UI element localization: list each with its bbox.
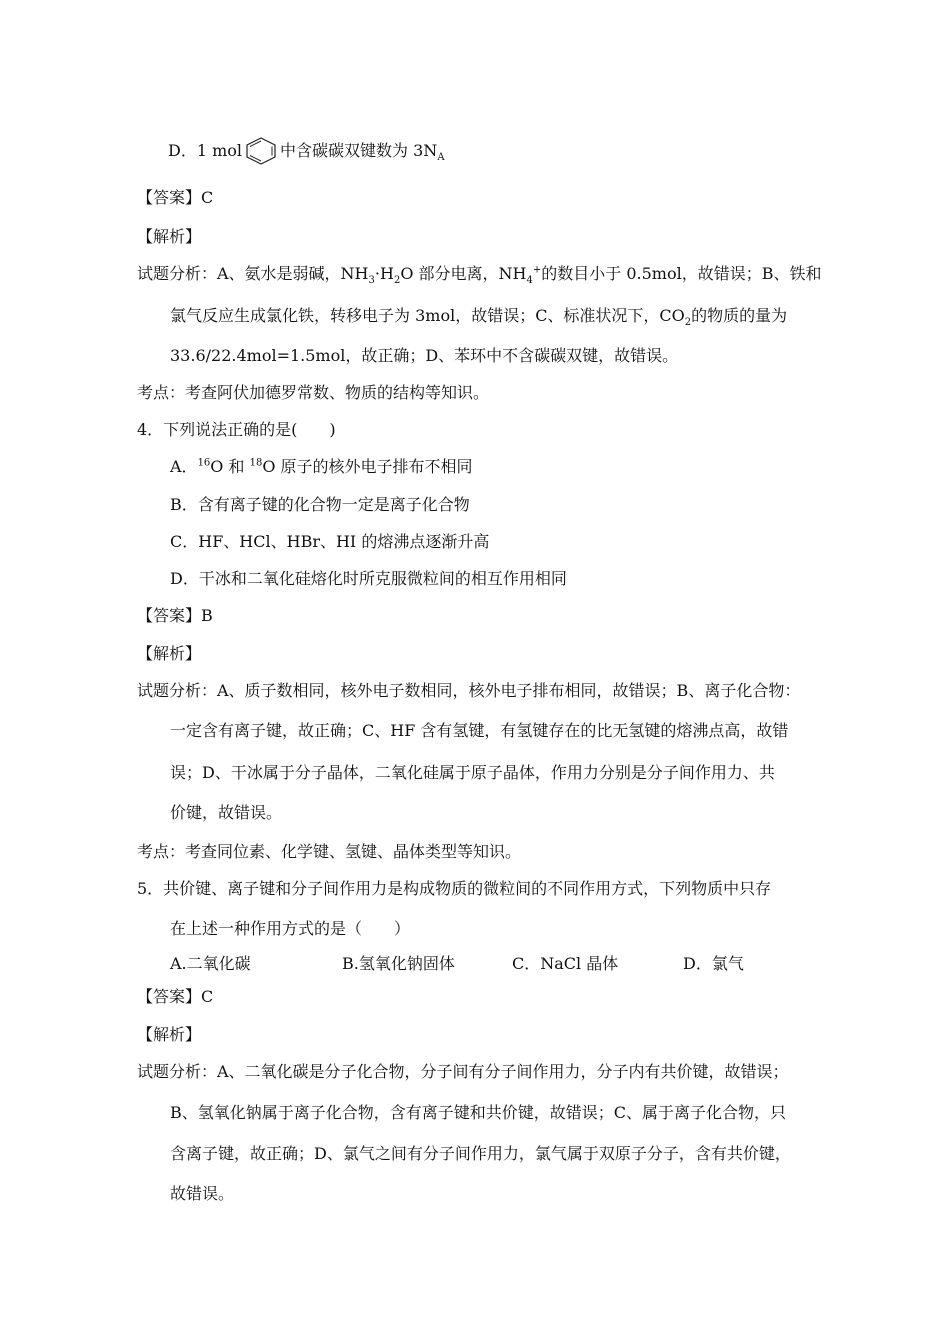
q3-kaodian: 考点：考查阿伏加德罗常数、物质的结构等知识。 (137, 383, 490, 402)
q4-kaodian: 考点：考查同位素、化学键、氢键、晶体类型等知识。 (137, 842, 522, 861)
q3-analysis-line-2: 氯气反应生成氯化铁，转移电子为 3mol，故错误；C、标准状况下，$CO_2$的物质的量为 (170, 306, 788, 329)
q3-analysis-line-3: 33.6/22.4mol=1.5mol，故正确；D、苯环中不含碳碳双键，故错误。 (170, 346, 679, 365)
q4-option-b: B．含有离子键的化合物一定是离子化合物 (170, 495, 470, 514)
q3-analysis-title: 【解析】 (137, 227, 202, 246)
q5-option-a: A.二氧化碳 (170, 954, 251, 973)
q4-analysis-line-4: 价键，故错误。 (170, 803, 283, 822)
q4-analysis-line-1: 试题分析：A、质子数相同，核外电子数相同，核外电子排布相同，故错误；B、离子化合物： (137, 681, 801, 700)
q3-answer: 【答案】C (137, 188, 214, 207)
q4-analysis-title: 【解析】 (137, 644, 202, 663)
q5-analysis-line-3: 含离子键，故正确；D、氯气之间有分子间作用力，氯气属于双原子分子，含有共价键， (170, 1144, 791, 1163)
q5-stem-line-2: 在上述一种作用方式的是（ ） (170, 919, 411, 938)
q4-option-a: A．$^{16}$O 和 $^{18}$O 原子的核外电子排布不相同 (170, 457, 473, 476)
q5-answer: 【答案】C (137, 987, 214, 1006)
q3-option-d-suffix: 中含碳碳双键数为 3N (280, 141, 438, 160)
q4-analysis-line-2: 一定含有离子键，故正确；C、HF 含有氢键，有氢键存在的比无氢键的熔沸点高，故错 (170, 721, 789, 740)
q5-analysis-line-1: 试题分析：A、二氧化碳是分子化合物，分子间有分子间作用力，分子内有共价键，故错误； (137, 1062, 789, 1081)
q3-option-d-subscript: A (437, 152, 445, 164)
q3-option-d (168, 136, 445, 166)
q3-option-d-prefix: D．1 mol (168, 141, 243, 160)
q4-option-c: C．HF、HCl、HBr、HI 的熔沸点逐渐升高 (170, 532, 490, 551)
q4-analysis-line-3: 误；D、干冰属于分子晶体，二氧化硅属于原子晶体，作用力分别是分子间作用力、共 (170, 763, 775, 782)
q5-analysis-title: 【解析】 (137, 1025, 202, 1044)
benzene-ring-icon (244, 136, 278, 166)
q5-option-c: C．NaCl 晶体 (512, 954, 619, 973)
q4-option-d: D．干冰和二氧化硅熔化时所克服微粒间的相互作用相同 (170, 569, 567, 588)
q5-option-b: B.氢氧化钠固体 (342, 954, 455, 973)
q4-stem: 4．下列说法正确的是( ) (137, 420, 336, 439)
q5-stem-line-1: 5．共价键、离子键和分子间作用力是构成物质的微粒间的不同作用方式，下列物质中只存 (137, 879, 772, 898)
q5-option-d: D．氯气 (683, 954, 744, 973)
q5-analysis-line-4: 故错误。 (170, 1184, 235, 1203)
q4-answer: 【答案】B (137, 606, 213, 625)
q5-analysis-line-2: B、氢氧化钠属于离子化合物，含有离子键和共价键，故错误；C、属于离子化合物，只 (170, 1103, 787, 1122)
q3-analysis-line-1: 试题分析：A、氨水是弱碱，$NH_3\cdot H_2O$ 部分电离，$NH_4^+$的数目小于 0.5mol，故错误；B、铁和 (137, 264, 822, 287)
